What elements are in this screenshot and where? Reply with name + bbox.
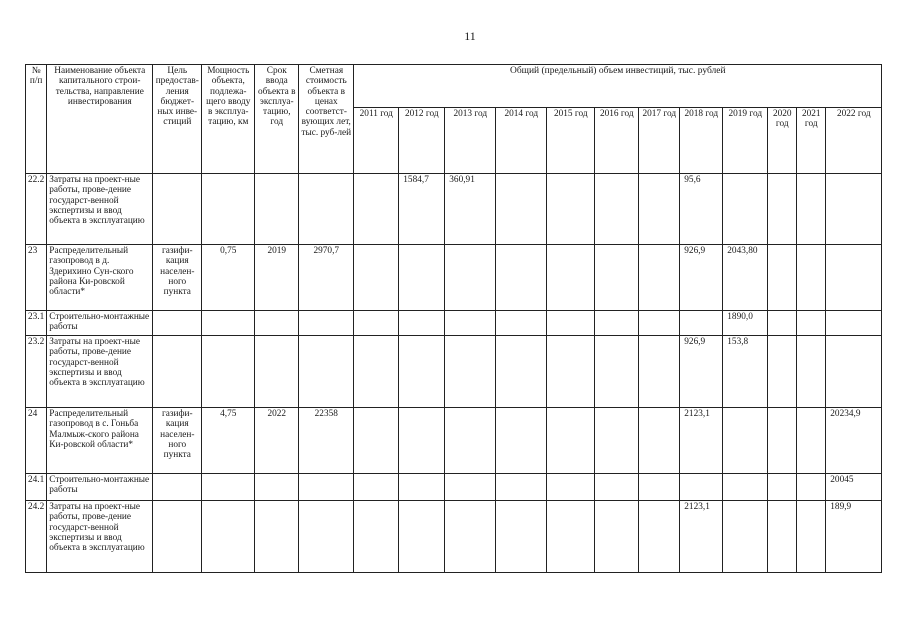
investment-2015 xyxy=(547,245,595,311)
investment-2020 xyxy=(768,336,797,408)
investment-2019 xyxy=(723,408,768,474)
capacity-value xyxy=(202,501,255,573)
table-row xyxy=(26,408,882,474)
investment-purpose xyxy=(153,174,202,245)
investment-2012 xyxy=(399,311,445,336)
capacity-value: 0,75 xyxy=(202,245,255,311)
header-num: № п/п xyxy=(26,65,47,174)
estimate-cost xyxy=(299,174,354,245)
commissioning-year xyxy=(255,336,299,408)
investment-2011 xyxy=(354,501,399,573)
investment-2017 xyxy=(639,408,680,474)
header-year: 2018 год xyxy=(680,108,723,174)
row-number: 23.1 xyxy=(26,311,47,336)
investment-2018: 2123,1 xyxy=(680,501,723,573)
header-capacity: Мощность объекта, подлежа-щего вводу в эксплуа-тацию, км xyxy=(202,65,255,174)
capacity-value xyxy=(202,311,255,336)
investment-2011 xyxy=(354,174,399,245)
capacity-value xyxy=(202,336,255,408)
capacity-value: 4,75 xyxy=(202,408,255,474)
header-year: 2014 год xyxy=(496,108,547,174)
investment-2021 xyxy=(797,311,826,336)
investment-2020 xyxy=(768,311,797,336)
row-number: 23 xyxy=(26,245,47,311)
header-year: 2020 год xyxy=(768,108,797,174)
table-row xyxy=(26,474,882,501)
commissioning-year xyxy=(255,501,299,573)
commissioning-year xyxy=(255,174,299,245)
row-number: 24.2 xyxy=(26,501,47,573)
table-row xyxy=(26,311,882,336)
investment-2012 xyxy=(399,336,445,408)
header-year: 2019 год xyxy=(723,108,768,174)
table-row xyxy=(26,174,882,245)
investment-2013 xyxy=(445,311,496,336)
investment-2012: 1584,7 xyxy=(399,174,445,245)
commissioning-year: 2019 xyxy=(255,245,299,311)
investment-2021 xyxy=(797,336,826,408)
table-row xyxy=(26,501,882,573)
investment-2014 xyxy=(496,501,547,573)
investment-2014 xyxy=(496,336,547,408)
estimate-cost xyxy=(299,474,354,501)
investment-2012 xyxy=(399,501,445,573)
investment-2017 xyxy=(639,245,680,311)
investment-purpose xyxy=(153,474,202,501)
investment-2014 xyxy=(496,408,547,474)
investment-2020 xyxy=(768,408,797,474)
investment-purpose: газифи-кация населен-ного пункта xyxy=(153,245,202,311)
investment-2013 xyxy=(445,245,496,311)
investment-2021 xyxy=(797,245,826,311)
investment-2011 xyxy=(354,408,399,474)
investment-2014 xyxy=(496,474,547,501)
investment-2014 xyxy=(496,174,547,245)
estimate-cost: 22358 xyxy=(299,408,354,474)
investment-purpose xyxy=(153,311,202,336)
table-body xyxy=(26,174,882,573)
object-name: Строительно-монтажные работы xyxy=(47,311,153,336)
investment-2016 xyxy=(595,501,639,573)
investment-2015 xyxy=(547,474,595,501)
header-total: Общий (предельный) объем инвестиций, тыс. рублей xyxy=(354,65,882,108)
header-year: 2017 год xyxy=(639,108,680,174)
investment-2015 xyxy=(547,336,595,408)
header-year: 2015 год xyxy=(547,108,595,174)
investment-2014 xyxy=(496,311,547,336)
investment-2013 xyxy=(445,408,496,474)
investment-2020 xyxy=(768,474,797,501)
row-number: 22.2 xyxy=(26,174,47,245)
object-name: Строительно-монтажные работы xyxy=(47,474,153,501)
investment-2018: 2123,1 xyxy=(680,408,723,474)
investment-2013 xyxy=(445,501,496,573)
investment-2019: 1890,0 xyxy=(723,311,768,336)
investment-2016 xyxy=(595,311,639,336)
estimate-cost xyxy=(299,336,354,408)
investment-2022 xyxy=(826,174,882,245)
investment-2022: 189,9 xyxy=(826,501,882,573)
header-year: 2013 год xyxy=(445,108,496,174)
investment-purpose: газифи-кация населен-ного пункта xyxy=(153,408,202,474)
investment-2019 xyxy=(723,474,768,501)
investment-2022: 20234,9 xyxy=(826,408,882,474)
investment-2017 xyxy=(639,474,680,501)
investment-2020 xyxy=(768,501,797,573)
investment-2022 xyxy=(826,336,882,408)
investment-table xyxy=(25,64,882,573)
estimate-cost xyxy=(299,501,354,573)
investment-2022 xyxy=(826,245,882,311)
investment-2018: 95,6 xyxy=(680,174,723,245)
investment-2017 xyxy=(639,311,680,336)
header-year: 2012 год xyxy=(399,108,445,174)
header-year: 2016 год xyxy=(595,108,639,174)
commissioning-year xyxy=(255,311,299,336)
commissioning-year: 2022 xyxy=(255,408,299,474)
investment-2011 xyxy=(354,245,399,311)
table-row xyxy=(26,245,882,311)
table-row xyxy=(26,336,882,408)
investment-2020 xyxy=(768,174,797,245)
investment-2020 xyxy=(768,245,797,311)
investment-2017 xyxy=(639,501,680,573)
investment-2015 xyxy=(547,501,595,573)
commissioning-year xyxy=(255,474,299,501)
header-name: Наименование объекта капитального строи-тельства, направление инвестирования xyxy=(47,65,153,174)
investment-2013 xyxy=(445,336,496,408)
investment-2021 xyxy=(797,408,826,474)
investment-2013: 360,91 xyxy=(445,174,496,245)
investment-2014 xyxy=(496,245,547,311)
object-name: Затраты на проект-ные работы, прове-дение государст-венной экспертизы и ввод объекта в эксплуатацию xyxy=(47,174,153,245)
header-estimate: Сметная стоимость объекта в ценах соответст-вующих лет, тыс. руб-лей xyxy=(299,65,354,174)
investment-2019 xyxy=(723,174,768,245)
investment-2015 xyxy=(547,174,595,245)
investment-2021 xyxy=(797,501,826,573)
investment-2022: 20045 xyxy=(826,474,882,501)
investment-2011 xyxy=(354,336,399,408)
investment-purpose xyxy=(153,501,202,573)
row-number: 24.1 xyxy=(26,474,47,501)
investment-2018: 926,9 xyxy=(680,245,723,311)
header-year: 2021 год xyxy=(797,108,826,174)
header-year: 2022 год xyxy=(826,108,882,174)
row-number: 24 xyxy=(26,408,47,474)
investment-2012 xyxy=(399,245,445,311)
estimate-cost xyxy=(299,311,354,336)
header-purpose: Цель предостав-ления бюджет-ных инве-стиций xyxy=(153,65,202,174)
investment-2018: 926,9 xyxy=(680,336,723,408)
investment-2013 xyxy=(445,474,496,501)
row-number: 23.2 xyxy=(26,336,47,408)
object-name: Затраты на проект-ные работы, прове-дение государст-венной экспертизы и ввод объекта в эксплуатацию xyxy=(47,501,153,573)
page-number: 11 xyxy=(464,29,476,43)
estimate-cost: 2970,7 xyxy=(299,245,354,311)
investment-2015 xyxy=(547,408,595,474)
investment-2019 xyxy=(723,501,768,573)
investment-2021 xyxy=(797,474,826,501)
capacity-value xyxy=(202,474,255,501)
investment-2016 xyxy=(595,336,639,408)
investment-2011 xyxy=(354,474,399,501)
investment-2012 xyxy=(399,408,445,474)
investment-2019: 2043,80 xyxy=(723,245,768,311)
investment-2016 xyxy=(595,174,639,245)
header-term: Срок ввода объекта в эксплуа-тацию, год xyxy=(255,65,299,174)
table-header xyxy=(26,65,882,174)
capacity-value xyxy=(202,174,255,245)
investment-2016 xyxy=(595,245,639,311)
investment-2022 xyxy=(826,311,882,336)
investment-2016 xyxy=(595,408,639,474)
investment-2016 xyxy=(595,474,639,501)
header-year: 2011 год xyxy=(354,108,399,174)
investment-2021 xyxy=(797,174,826,245)
investment-purpose xyxy=(153,336,202,408)
investment-2012 xyxy=(399,474,445,501)
investment-2019: 153,8 xyxy=(723,336,768,408)
investment-2017 xyxy=(639,336,680,408)
investment-2015 xyxy=(547,311,595,336)
object-name: Распределительный газопровод в д. Здерихино Сун-ского района Ки-ровской области* xyxy=(47,245,153,311)
investment-2017 xyxy=(639,174,680,245)
investment-2011 xyxy=(354,311,399,336)
object-name: Затраты на проект-ные работы, прове-дение государст-венной экспертизы и ввод объекта в эксплуатацию xyxy=(47,336,153,408)
object-name: Распределительный газопровод в с. Гоньба Малмыж-ского района Ки-ровской области* xyxy=(47,408,153,474)
investment-2018 xyxy=(680,311,723,336)
investment-2018 xyxy=(680,474,723,501)
